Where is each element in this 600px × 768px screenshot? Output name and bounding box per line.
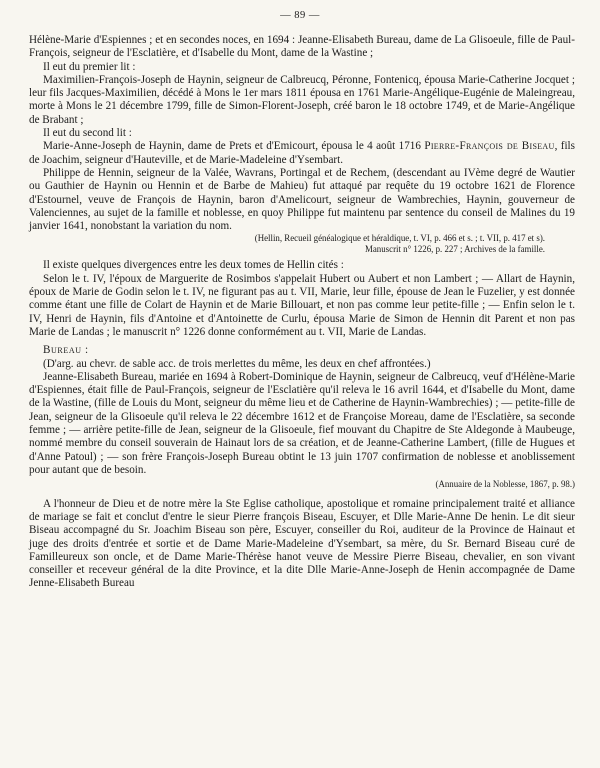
text-run: , fils de Joachim, seigneur d'Hauteville, et de Marie-Madeleine d'Ysembart. xyxy=(29,140,575,166)
person-name-small-caps: Pierre-François de Biseau xyxy=(424,140,555,153)
paragraph-blazon: (D'arg. au chevr. de sable acc. de trois merlettes du même, les deux en chef affrontées.) xyxy=(43,357,431,370)
citation-line: Manuscrit n° 1226, p. 227 ; Archives de la famille. xyxy=(364,243,545,254)
citation-hellin xyxy=(29,233,575,254)
section-heading-bureau xyxy=(29,344,575,357)
paragraph-marie-anne xyxy=(29,140,575,167)
paragraph-second-marriage-heading: Il eut du second lit : xyxy=(43,127,132,140)
text-run: Marie-Anne-Joseph de Haynin, dame de Prets et d'Emicourt, épousa le 4 août 1716 xyxy=(43,140,425,153)
paragraph-divergences: Selon le t. IV, l'époux de Marguerite de Rosimbos s'appelait Hubert ou Aubert et non Lambert ; — Allart de Haynin, époux de Marie de Godin selon le t. IV, ne figurant pas au t. VII, Marie, leur fille, épouse de Jean le Fuzelier, y est donnée comme étant une fille de Colart de Haynin et de Marie Billouart, et non pas comme leur petite-fille ; — Enfin selon le t. IV, Henri de Haynin, fils d'Antoine et d'Antoinette de Curlu, épousa Marie de Simon de Hennin dit Parent et non pas Marie de Landas ; le manuscrit n° 1226 donne conformément au t. VII, Marie de Landas. xyxy=(29,272,575,338)
paragraph-marriage-contract: A l'honneur de Dieu et de notre mère la Ste Eglise catholique, apostolique et romaine principalement traité et alliance de mariage se fait et conclut d'entre le sieur Pierre françois Biseau, Escuyer, et Dlle Marie-Anne De henin. Le dit sieur Biseau accompagné du Sr. Joachim Biseau son père, Escuyer, conseiller du Roi, auditeur de la Province de Hainaut et juge des droits d'entrée et sortie et de Dame Marie-Madeleine d'Ysembart, sa mère, du Sr. Bernard Biseau curé de Familleureux son oncle, et de Dame Marie-Thérèse hanot veuve de Messire Pierre Biseau, chevalier, en son vivant conseiller et receveur général de la dite Province, et la dite Dlle Marie-Anne-Joseph de Henin accompagnée de Dame Jenne-Elisabeth Bureau xyxy=(29,497,575,590)
paragraph-maximilien: Maximilien-François-Joseph de Haynin, seigneur de Calbreucq, Péronne, Fontenicq, épousa Marie-Catherine Jocquet ; leur fils Jacques-Maximilien, décédé à Mons le 1er mars 1811 épousa en 1761 Marie-Angélique-Eugénie de Maleingreau, morte à Mons le 21 décembre 1799, fille de Simon-Florent-Joseph, créé baron le 18 octobre 1749, et de Marie-Angélique de Brabant ; xyxy=(29,73,575,126)
paragraph-continuation: Hélène-Marie d'Espiennes ; et en secondes noces, en 1694 : Jeanne-Elisabeth Bureau, dame de La Glisoeule, fille de Paul-François, seigneur de l'Esclatière, et d'Isabelle du Mont, dame de la Wastine ; xyxy=(29,34,575,60)
paragraph-first-marriage-heading: Il eut du premier lit : xyxy=(43,60,136,73)
page-body xyxy=(29,34,575,591)
page-number: — 89 — xyxy=(280,10,320,21)
paragraph-philippe: Philippe de Hennin, seigneur de la Valée, Wavrans, Portingal et de Rechem, (descendant au IVème degré de Wautier ou Gauthier de Haynin ou Hennin et de Barbe de Mahieu) fut attaqué par requête du 19 octobre 1621 de Florence d'Estournel, veuve de François de Haynin, baron d'Amelicourt, seigneur de Wambrechies, Haynin, gouverneur de Valenciennes, au sujet de la famille et noblesse, en quoy Philippe fut maintenu par sentence du conseil de Malines du 19 janvier 1641, nonobstant la variation du nom. xyxy=(29,166,575,233)
citation-annuaire: (Annuaire de la Noblesse, 1867, p. 98.) xyxy=(435,479,575,490)
paragraph-jeanne-elisabeth: Jeanne-Elisabeth Bureau, mariée en 1694 à Robert-Dominique de Haynin, seigneur de Calbreucq, veuf d'Hélène-Marie d'Espiennes, était fille de Paul-François, seigneur de l'Esclatière qu'il releva le 16 avril 1644, et d'Isabelle du Mont, dame de la Wastine, (fille de Louis du Mont, seigneur du même lieu et de Catherine de Haynin-Wambrechies) ; — petite-fille de Jean, seigneur de la Glisoeule qu'il releva le 22 décembre 1612 et de Françoise Moreau, dame de l'Esclatière, sa seconde femme ; — arrière petite-fille de Jean, seigneur de la Glisoeule, fief mouvant du Chapitre de Ste Aldegonde à Maubeuge, nommé membre du conseil souverain de Hainaut lors de sa création, et de Jeanne-Catherine Lambert, (fille de Hugues et d'Anne Patoul) ; — son frère François-Joseph Bureau obtint le 13 juin 1707 confirmation de noblesse et anoblissement pour autant que de besoin. xyxy=(29,370,575,476)
heading-text: Bureau : xyxy=(43,344,89,357)
paragraph-divergences-intro: Il existe quelques divergences entre les deux tomes de Hellin cités : xyxy=(43,259,344,272)
citation-line: (Hellin, Recueil généalogique et héraldique, t. VI, p. 466 et s. ; t. VII, p. 417 et s). xyxy=(254,233,545,244)
